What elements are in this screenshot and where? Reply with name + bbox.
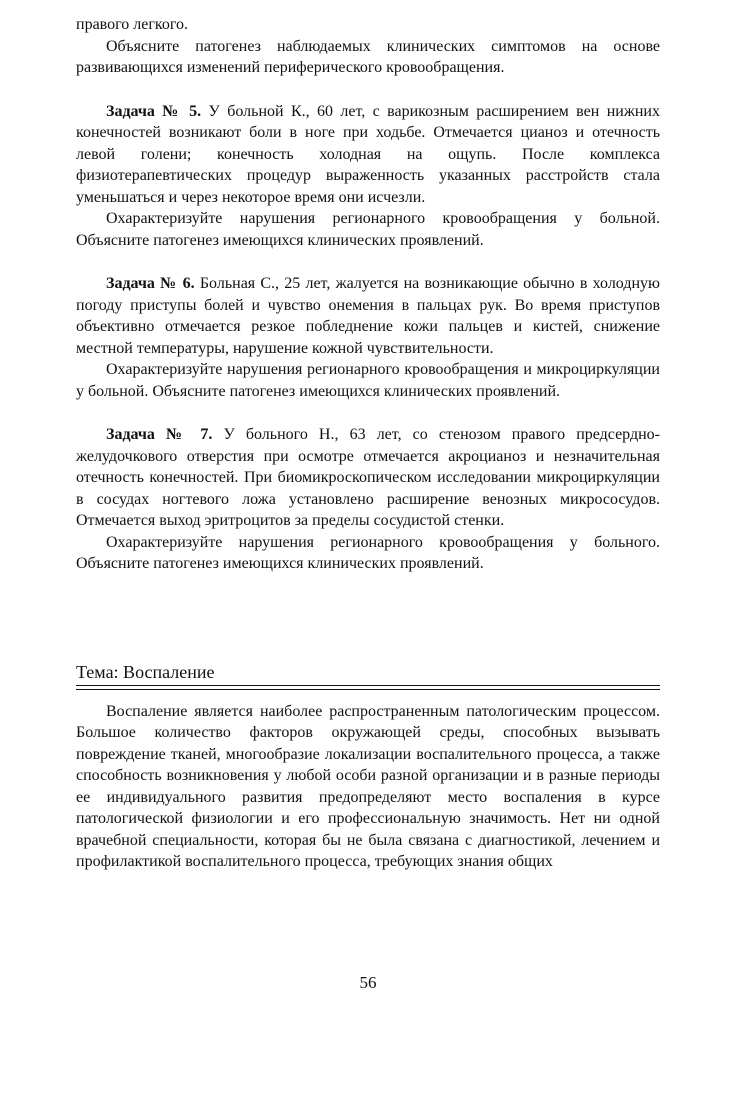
task-7-body bbox=[76, 424, 660, 532]
task-7-label: Задача № 7. bbox=[106, 426, 213, 443]
task-7-question: Охарактеризуйте нарушения регионарного кровообращения у больного. Объясните патогенез имеющихся клинических проявлений. bbox=[76, 533, 660, 572]
topic-title: Тема: Воспаление bbox=[76, 661, 215, 682]
task-5-question: Охарактеризуйте нарушения регионарного кровообращения у больной. Объясните патогенез имеющихся клинических проявлений. bbox=[76, 210, 660, 249]
topic-header bbox=[76, 659, 660, 693]
title-rule-top bbox=[76, 685, 660, 686]
page-content bbox=[76, 14, 660, 873]
spacer bbox=[76, 575, 660, 659]
topic-paragraph: Воспаление является наиболее распространенным патологическим процессом. Большое количество факторов окружающей среды, способных вызывать повреждение тканей, многообразие локализации воспалительного процесса, а также способность возникновения у любой особи разной организации и в разные периоды ее индивидуального развития предопределяют место воспаления в курсе патологической физиологии и его профессиональную значимость. Нет ни одной врачебной специальности, которая бы не была связана с диагностикой, лечением и профилактикой воспалительного процесса, требующих знания общих bbox=[76, 702, 660, 870]
title-rule-bottom bbox=[76, 689, 660, 690]
task-6 bbox=[76, 273, 660, 402]
task-6-body bbox=[76, 273, 660, 359]
intro-line-end: правого легкого. bbox=[76, 16, 189, 33]
spacer bbox=[76, 79, 660, 101]
task-5 bbox=[76, 101, 660, 252]
spacer bbox=[76, 402, 660, 424]
page-number: 56 bbox=[359, 973, 377, 992]
task-5-label: Задача № 5. bbox=[106, 102, 202, 120]
task-5-text: У больной К., 60 лет, с варикозным расширением вен нижних конечностей возникают боли в ноге при ходьбе. Отмечается цианоз и отечность левой голени; конечность холодная на ощупь. После комплекса физиотерапевтических процедур выраженность указанных расстройств стала уменьшаться и через некоторое время они исчезли. bbox=[76, 102, 660, 206]
task-7-text: У больного Н., 63 лет, со стенозом правого предсердно-желудочкового отверстия при осмотре отмечается акроцианоз и незначительная отечность конечностей. При биомикроскопическом исследовании микроциркуляции в сосудах ногтевого ложа установлено расширение венозных микрососудов. Отмечается выход эритроцитов за пределы сосудистой стенки. bbox=[76, 426, 660, 529]
task-6-text: Больная С., 25 лет, жалуется на возникающие обычно в холодную погоду приступы болей и чувство онемения в пальцах рук. Во время приступов объективно отмечается резкое побледнение кожи пальцев и кистей, снижение местной температуры, нарушение кожной чувствительности. bbox=[76, 275, 661, 357]
spacer bbox=[76, 693, 660, 701]
intro-question: Объясните патогенез наблюдаемых клинических симптомов на основе развивающихся изменений периферического кровообращения. bbox=[76, 37, 660, 76]
task-6-label: Задача № 6. bbox=[106, 275, 195, 292]
spacer bbox=[76, 251, 660, 273]
task-6-question: Охарактеризуйте нарушения регионарного кровообращения и микроциркуляции у больной. Объясните патогенез имеющихся клинических проявлений. bbox=[76, 361, 660, 400]
task-5-body bbox=[76, 101, 660, 209]
task-7 bbox=[76, 424, 660, 575]
